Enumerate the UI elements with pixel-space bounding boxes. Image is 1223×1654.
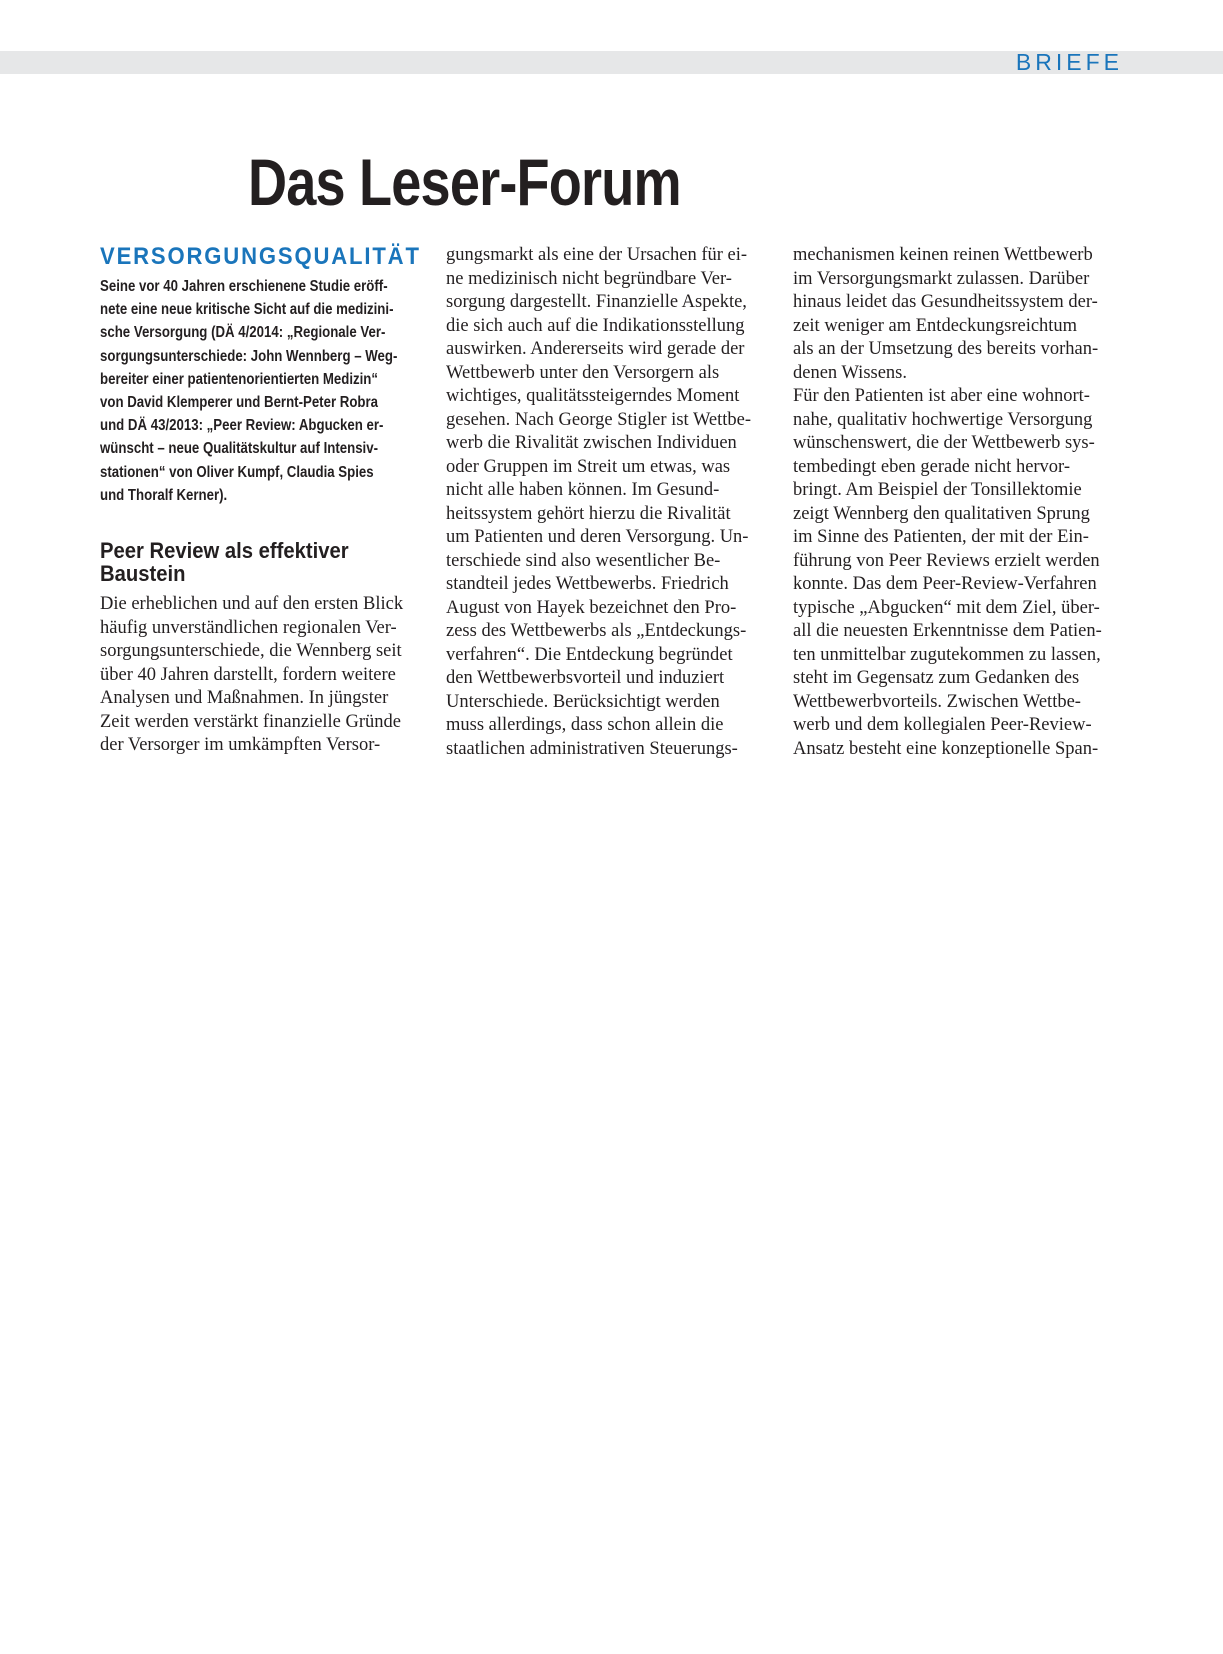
column-3 [793,244,1123,761]
page-title: Das Leser-Forum [248,145,681,219]
column-2 [446,244,776,761]
topic-heading: VERSORGUNGSQUALITÄT [100,243,421,270]
column-1 [100,244,430,758]
section-label: BRIEFE [1015,49,1123,75]
article-subheading: Peer Review als effektiver Baustein [100,538,349,587]
lead-paragraph: Seine vor 40 Jahren erschienene Studie eröff- nete eine neue kritische Sicht auf die medizini- sche Versorgung (DÄ 4/2014: „Regionale Ver- sorgungsunterschiede: John Wennberg – Weg- bereiter einer patientenorientierten Medizin“ von David Klemperer und Bernt-Peter Robra und DÄ 43/2013: „Peer Review: Abgucken er- wünscht – neue Qualitätskultur auf Intensiv- stationen“ von Oliver Kumpf, Claudia Spies und Thoralf Kerner). [100,278,398,504]
body-text-column-3: mechanismen keinen reinen Wettbewerb im Versorgungsmarkt zulassen. Darüber hinaus leidet das Gesundheitssystem der- zeit weniger am Entdeckungsreichtum als an der Umsetzung des bereits vorhan- denen Wissens. Für den Patienten ist aber eine wohnort- nahe, qualitativ hochwertige Versorgung wünschenswert, die der Wettbewerb sys- tembedingt eben gerade nicht hervor- bringt. Am Beispiel der Tonsillektomie zeigt Wennberg den qualitativen Sprung im Sinne des Patienten, der mit der Ein- führung von Peer Reviews erzielt werden konnte. Das dem Peer-Review-Verfahren typische „Abgucken“ mit dem Ziel, über- all die neuesten Erkenntnisse dem Patien- ten unmittelbar zugutekommen zu lassen, steht im Gegensatz zum Gedanken des Wettbewerbvorteils. Zwischen Wettbe- werb und dem kollegialen Peer-Review- Ansatz besteht eine konzeptionelle Span- [793,245,1102,759]
body-text-column-2: gungsmarkt als eine der Ursachen für ei- ne medizinisch nicht begründbare Ver- sorgung dargestellt. Finanzielle Aspekte, die sich auch auf die Indikationsstellung auswirken. Andererseits wird gerade der Wettbewerb unter den Versorgern als wichtiges, qualitätssteigerndes Moment gesehen. Nach George Stigler ist Wettbe- werb die Rivalität zwischen Individuen oder Gruppen im Streit um etwas, was nicht alle haben können. Im Gesund- heitssystem gehört hierzu die Rivalität um Patienten und deren Versorgung. Un- terschiede sind also wesentlicher Be- standteil jedes Wettbewerbs. Friedrich August von Hayek bezeichnet den Pro- zess des Wettbewerbs als „Entdeckungs- verfahren“. Die Entdeckung begründet den Wettbewerbsvorteil und induziert Unterschiede. Berücksichtigt werden muss allerdings, dass schon allein die staatlichen administrativen Steuerungs- [446,245,752,759]
body-text-column-1: Die erheblichen und auf den ersten Blick häufig unverständlichen regionalen Ver- sorgungsunterschiede, die Wennberg seit über 40 Jahren darstellt, fordern weitere Analysen und Maßnahmen. In jüngster Zeit werden verstärkt finanzielle Gründe der Versorger im umkämpften Versor- [100,594,404,756]
